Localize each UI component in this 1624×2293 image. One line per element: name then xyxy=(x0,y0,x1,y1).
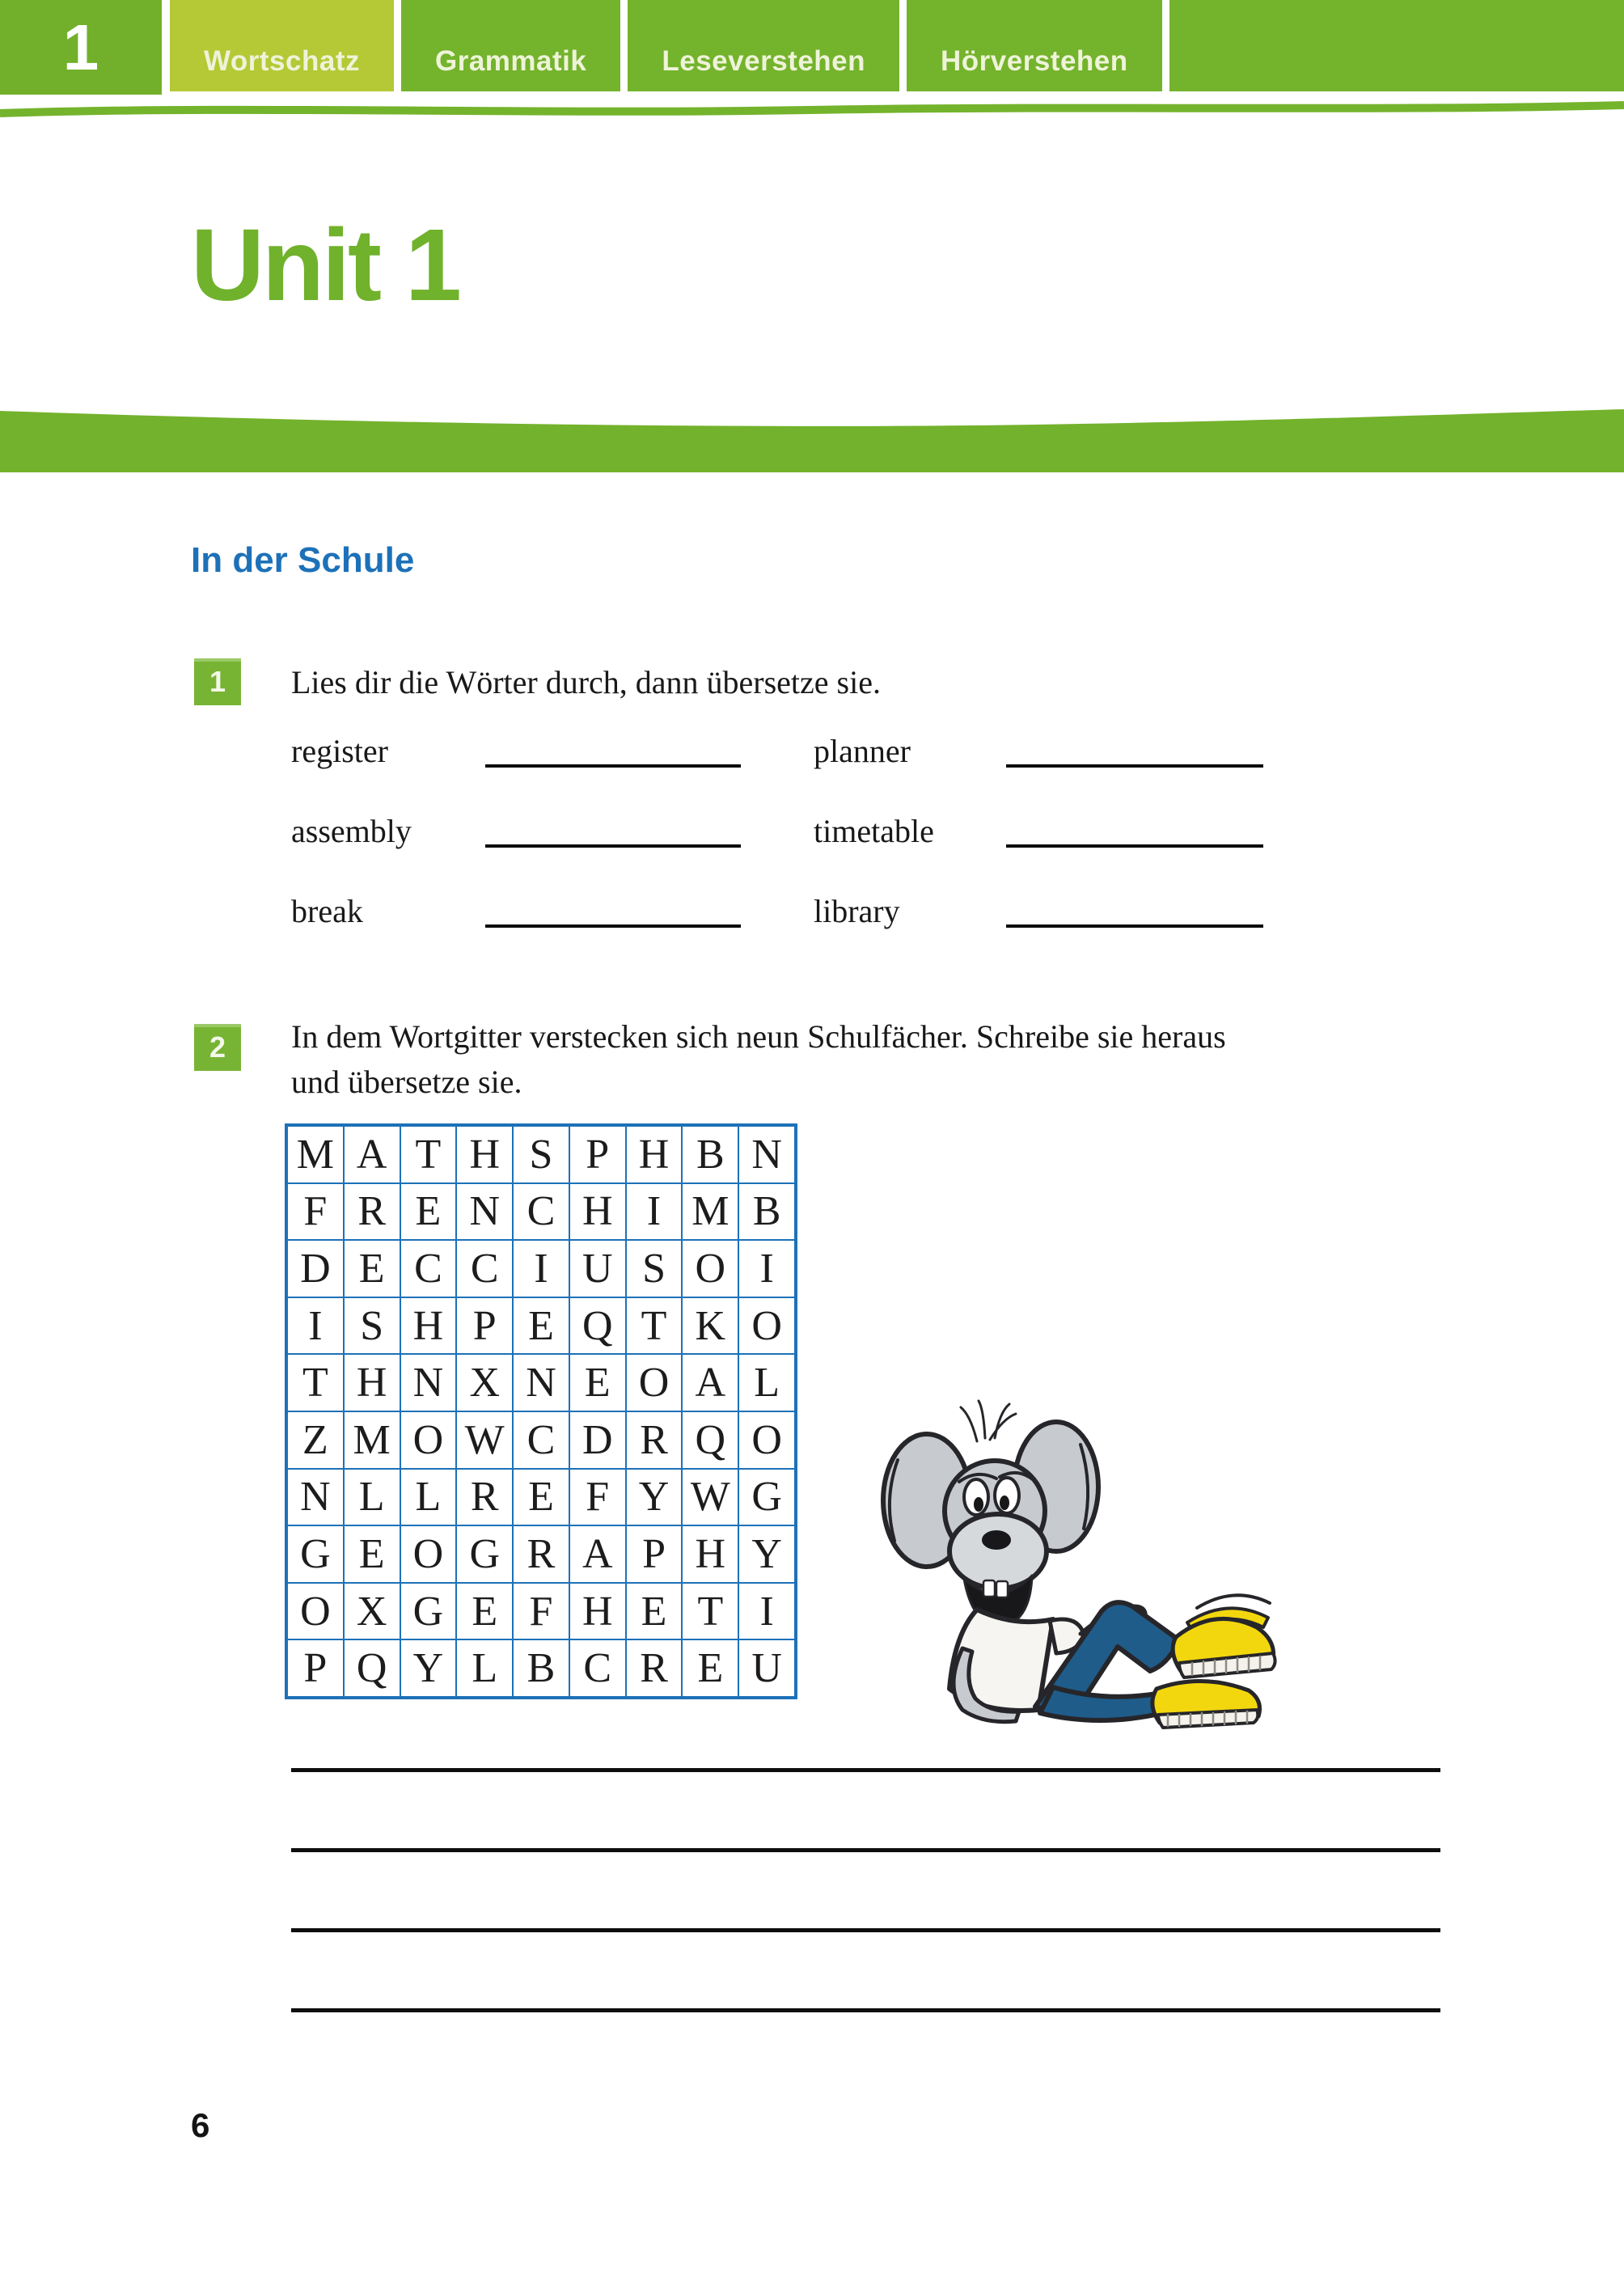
tab-hörverstehen xyxy=(907,0,1169,91)
grid-cell: E xyxy=(682,1639,738,1697)
grid-cell: O xyxy=(738,1411,795,1469)
grid-cell: R xyxy=(344,1183,400,1241)
grid-cell: S xyxy=(344,1297,400,1355)
tab-leseverstehen xyxy=(628,0,907,91)
grid-cell: O xyxy=(400,1525,457,1583)
grid-cell: L xyxy=(400,1469,457,1526)
unit-number-box xyxy=(0,0,170,95)
vocab-word: register xyxy=(291,733,388,769)
tab-grammatik xyxy=(401,0,628,91)
translation-blank xyxy=(485,844,741,848)
grid-cell: I xyxy=(287,1297,344,1355)
grid-cell: N xyxy=(287,1469,344,1526)
exercise-2-badge xyxy=(194,1024,241,1071)
grid-cell: B xyxy=(513,1639,569,1697)
grid-cell: I xyxy=(738,1583,795,1640)
vocab-word: timetable xyxy=(814,813,934,849)
grid-cell: U xyxy=(738,1639,795,1697)
grid-cell: W xyxy=(456,1411,513,1469)
grid-cell: T xyxy=(400,1126,457,1183)
grid-cell: X xyxy=(456,1354,513,1411)
grid-cell: F xyxy=(287,1183,344,1241)
tab-bar-filler xyxy=(1169,0,1624,91)
grid-cell: A xyxy=(682,1354,738,1411)
grid-cell: F xyxy=(513,1583,569,1640)
tab-label: Wortschatz xyxy=(204,45,360,77)
grid-cell: G xyxy=(400,1583,457,1640)
grid-cell: H xyxy=(682,1525,738,1583)
grid-cell: C xyxy=(456,1240,513,1297)
grid-cell: P xyxy=(569,1126,626,1183)
grid-cell: O xyxy=(738,1297,795,1355)
section-heading: In der Schule xyxy=(191,540,415,580)
grid-cell: P xyxy=(287,1639,344,1697)
grid-cell: M xyxy=(287,1126,344,1183)
green-divider-band xyxy=(0,404,1624,476)
grid-cell: F xyxy=(569,1469,626,1526)
grid-cell: N xyxy=(738,1126,795,1183)
grid-cell: Y xyxy=(626,1469,683,1526)
grid-cell: E xyxy=(626,1583,683,1640)
grid-cell: B xyxy=(738,1183,795,1241)
grid-cell: H xyxy=(344,1354,400,1411)
grid-cell: Q xyxy=(682,1411,738,1469)
grid-cell: E xyxy=(344,1525,400,1583)
grid-cell: T xyxy=(626,1297,683,1355)
grid-cell: Z xyxy=(287,1411,344,1469)
exercise-1-badge xyxy=(194,658,241,705)
header-wavy-underline xyxy=(0,97,1624,121)
grid-cell: W xyxy=(682,1469,738,1526)
grid-cell: E xyxy=(344,1240,400,1297)
translation-blank xyxy=(1006,924,1263,928)
grid-cell: C xyxy=(569,1639,626,1697)
exercise-2-number: 2 xyxy=(209,1030,226,1064)
grid-cell: U xyxy=(569,1240,626,1297)
page-number: 6 xyxy=(191,2106,210,2144)
word-pair-row xyxy=(291,712,1263,792)
grid-cell: I xyxy=(738,1240,795,1297)
vocab-word: assembly xyxy=(291,813,412,849)
grid-cell: N xyxy=(513,1354,569,1411)
grid-cell: O xyxy=(682,1240,738,1297)
grid-cell: E xyxy=(513,1469,569,1526)
word-pair-row xyxy=(291,872,1263,952)
grid-cell: E xyxy=(569,1354,626,1411)
grid-cell: L xyxy=(344,1469,400,1526)
exercise-1-instruction: Lies dir die Wörter durch, dann übersetze sie. xyxy=(291,664,881,700)
answer-line xyxy=(291,1772,1440,1852)
grid-cell: R xyxy=(626,1639,683,1697)
translation-blank xyxy=(485,924,741,928)
grid-cell: H xyxy=(569,1183,626,1241)
word-grid xyxy=(285,1123,797,1699)
grid-cell: M xyxy=(682,1183,738,1241)
answer-line xyxy=(291,1932,1440,2012)
grid-cell: L xyxy=(456,1639,513,1697)
grid-cell: S xyxy=(513,1126,569,1183)
grid-cell: L xyxy=(738,1354,795,1411)
grid-cell: K xyxy=(682,1297,738,1355)
grid-cell: P xyxy=(456,1297,513,1355)
exercise-1-number: 1 xyxy=(209,665,226,698)
grid-cell: O xyxy=(626,1354,683,1411)
grid-cell: Q xyxy=(569,1297,626,1355)
grid-cell: N xyxy=(456,1183,513,1241)
grid-cell: M xyxy=(344,1411,400,1469)
grid-cell: G xyxy=(456,1525,513,1583)
unit-number: 1 xyxy=(62,11,99,83)
page-title: Unit 1 xyxy=(191,208,460,322)
grid-cell: D xyxy=(287,1240,344,1297)
tab-wortschatz xyxy=(170,0,401,91)
grid-cell: Q xyxy=(344,1639,400,1697)
vocab-word: break xyxy=(291,893,363,929)
grid-cell: E xyxy=(513,1297,569,1355)
grid-cell: R xyxy=(513,1525,569,1583)
header-tabs xyxy=(170,0,1624,91)
grid-cell: N xyxy=(400,1354,457,1411)
grid-cell: Y xyxy=(738,1525,795,1583)
tab-label: Leseverstehen xyxy=(662,45,866,77)
grid-cell: R xyxy=(456,1469,513,1526)
word-pairs xyxy=(291,712,1263,952)
grid-cell: T xyxy=(287,1354,344,1411)
grid-cell: B xyxy=(682,1126,738,1183)
grid-cell: P xyxy=(626,1525,683,1583)
exercise-2-instruction-line-1: In dem Wortgitter verstecken sich neun Schulfächer. Schreibe sie heraus xyxy=(291,1018,1226,1055)
grid-cell: H xyxy=(456,1126,513,1183)
grid-cell: E xyxy=(400,1183,457,1241)
grid-cell: E xyxy=(456,1583,513,1640)
grid-cell: A xyxy=(344,1126,400,1183)
grid-cell: I xyxy=(626,1183,683,1241)
translation-blank xyxy=(1006,764,1263,768)
grid-cell: Y xyxy=(400,1639,457,1697)
grid-cell: T xyxy=(682,1583,738,1640)
grid-cell: D xyxy=(569,1411,626,1469)
grid-cell: G xyxy=(287,1525,344,1583)
answer-line xyxy=(291,1852,1440,1932)
grid-cell: C xyxy=(400,1240,457,1297)
grid-cell: H xyxy=(626,1126,683,1183)
mouse-illustration xyxy=(841,1367,1294,1731)
vocab-word: planner xyxy=(814,733,911,769)
tab-label: Hörverstehen xyxy=(941,45,1128,77)
grid-cell: R xyxy=(626,1411,683,1469)
grid-cell: C xyxy=(513,1183,569,1241)
grid-cell: C xyxy=(513,1411,569,1469)
translation-blank xyxy=(1006,844,1263,848)
grid-cell: X xyxy=(344,1583,400,1640)
exercise-2-instruction-line-2: und übersetze sie. xyxy=(291,1064,522,1100)
vocab-word: library xyxy=(814,893,900,929)
exercise-2-instruction xyxy=(291,1014,1226,1105)
grid-cell: S xyxy=(626,1240,683,1297)
tab-label: Grammatik xyxy=(435,45,587,77)
grid-cell: G xyxy=(738,1469,795,1526)
grid-cell: H xyxy=(569,1583,626,1640)
answer-line xyxy=(291,1692,1440,1772)
grid-cell: O xyxy=(400,1411,457,1469)
word-pair-row xyxy=(291,792,1263,872)
grid-cell: O xyxy=(287,1583,344,1640)
grid-cell: H xyxy=(400,1297,457,1355)
translation-blank xyxy=(485,764,741,768)
grid-cell: A xyxy=(569,1525,626,1583)
answer-lines xyxy=(291,1692,1440,2012)
grid-cell: I xyxy=(513,1240,569,1297)
